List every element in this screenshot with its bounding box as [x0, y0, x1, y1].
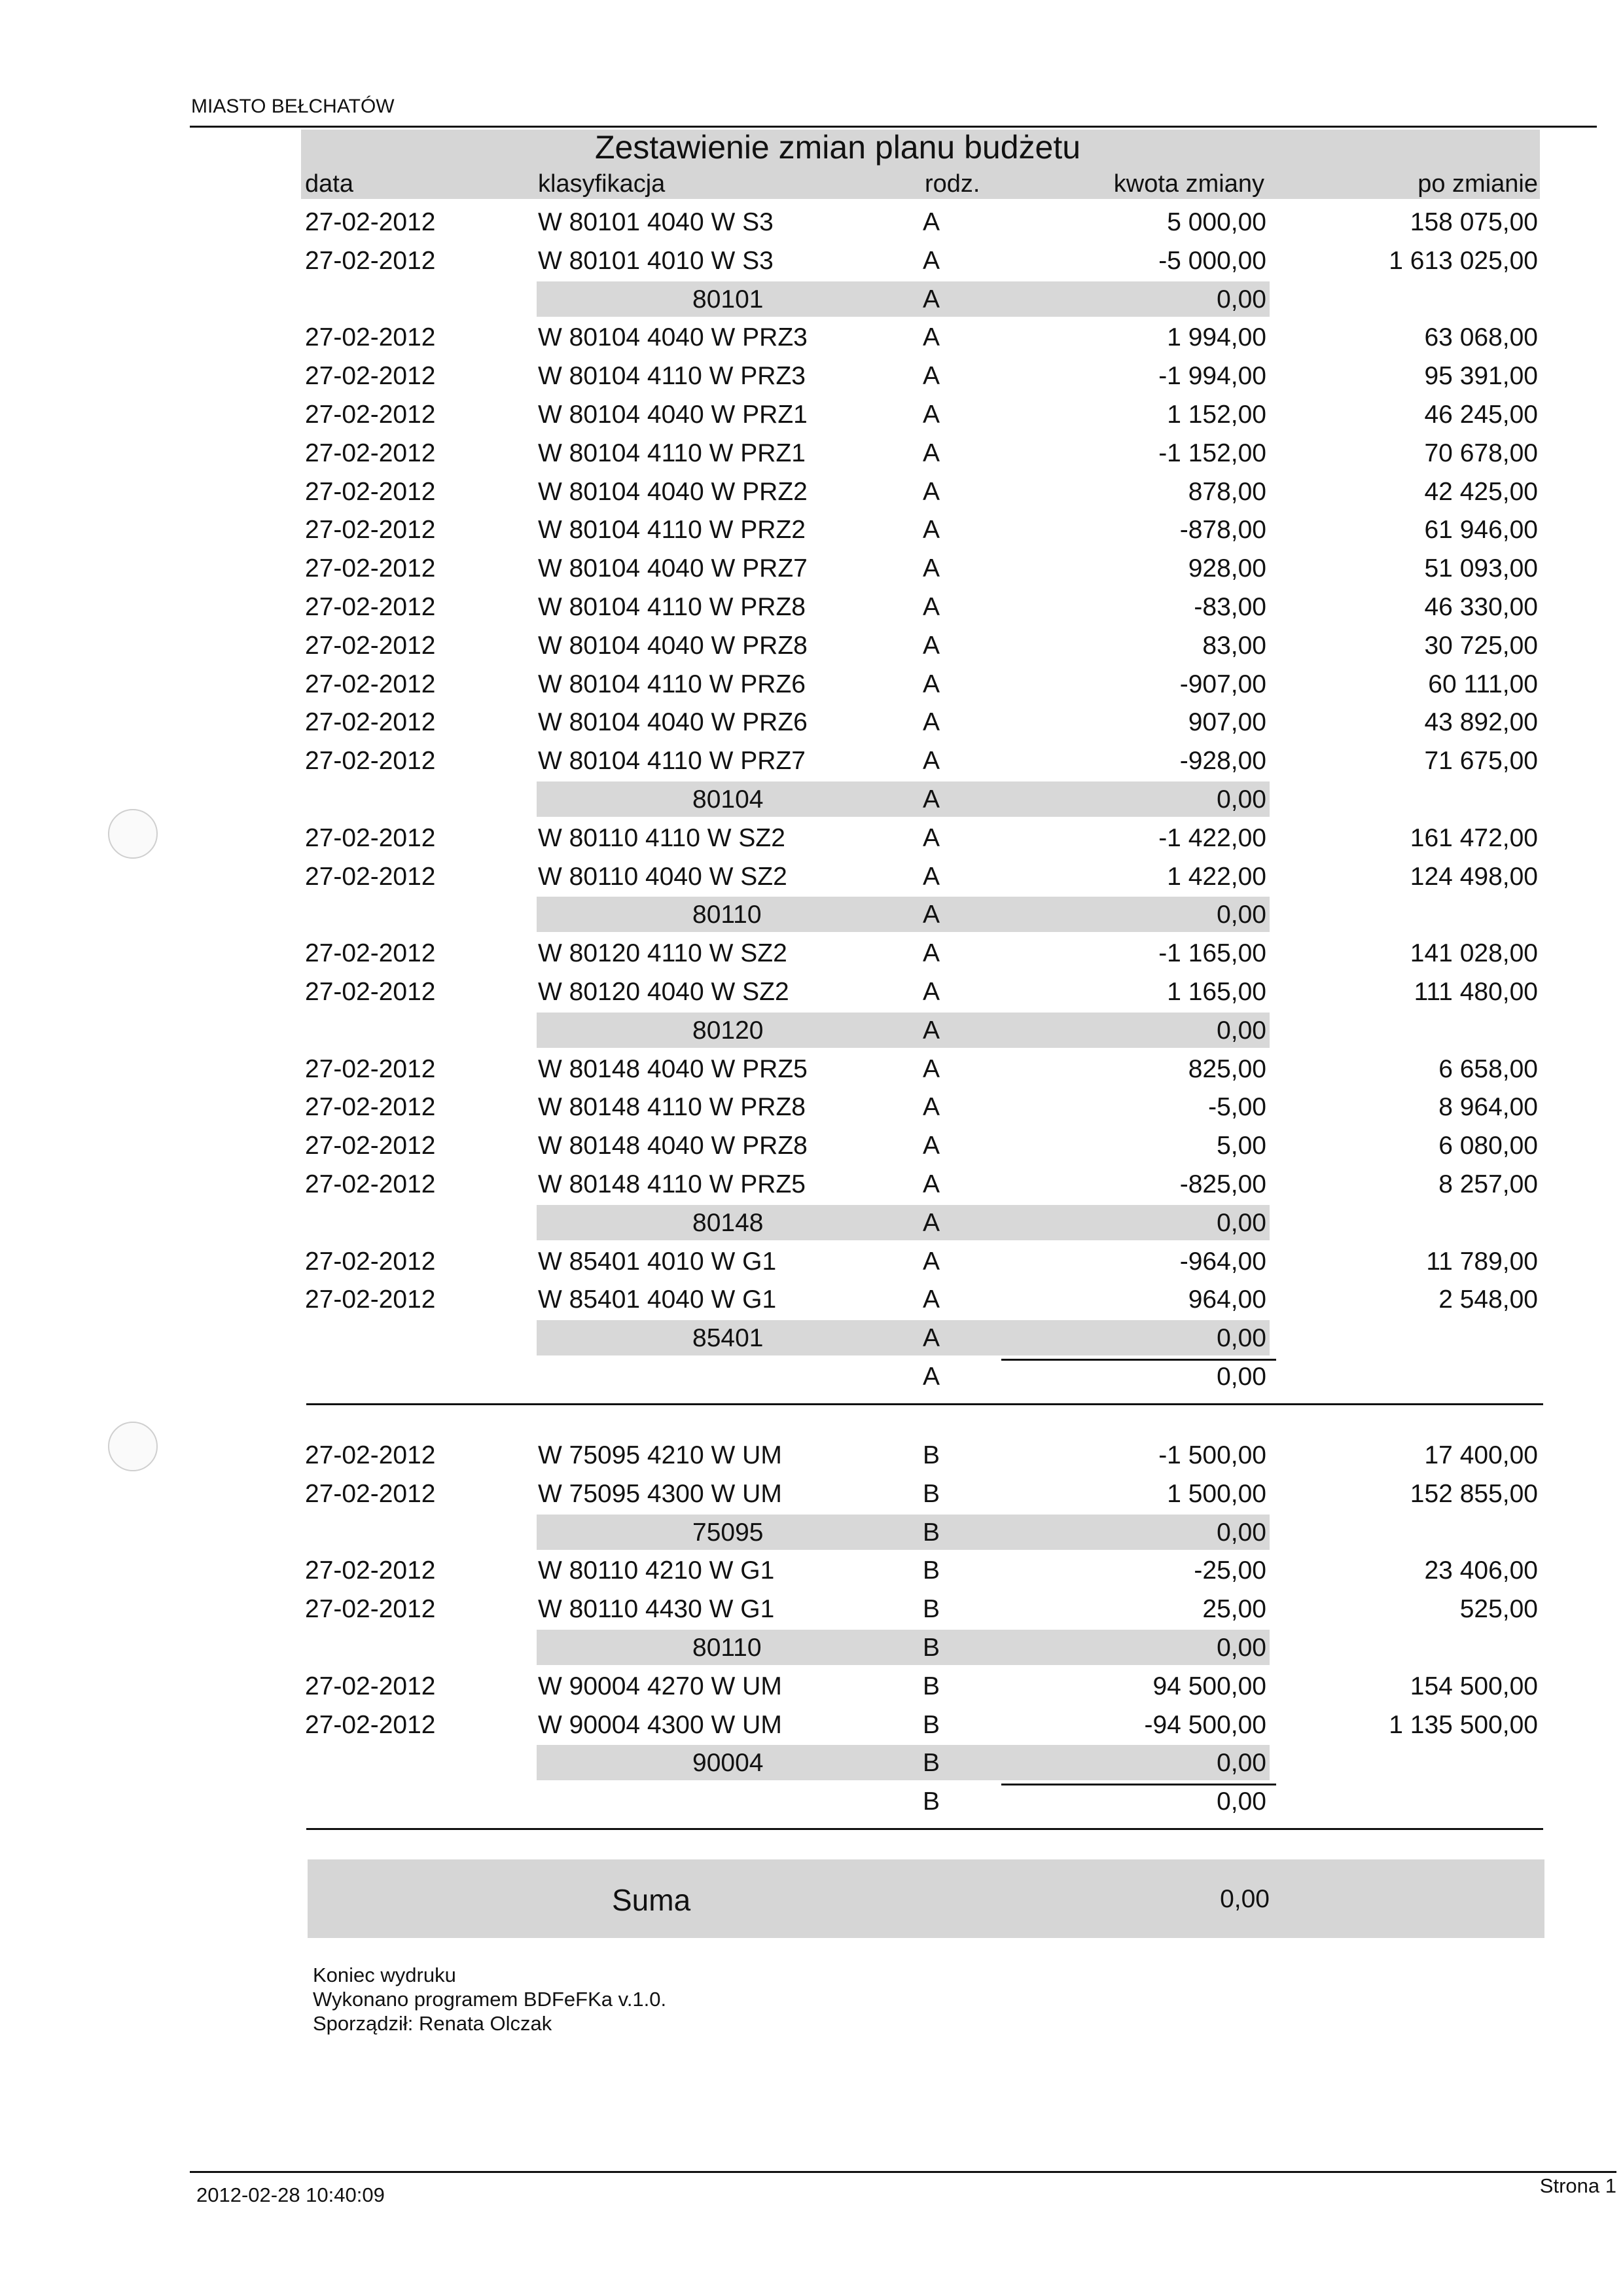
subtotal-amount: 0,00: [1217, 1634, 1266, 1662]
section-b-total-type: B: [923, 1787, 940, 1816]
report-title: Zestawienie zmian planu budżetu: [594, 129, 1081, 166]
row-change-amount: 1 500,00: [1167, 1480, 1266, 1508]
row-classification: W 80104 4040 W PRZ2: [538, 478, 808, 506]
row-date: 27-02-2012: [305, 323, 436, 351]
row-classification: W 80104 4040 W PRZ8: [538, 632, 808, 660]
row-change-amount: -1 422,00: [1158, 824, 1266, 852]
row-date: 27-02-2012: [305, 1480, 436, 1508]
subtotal-type: B: [923, 1749, 940, 1777]
summary-band: [308, 1859, 1544, 1938]
row-date: 27-02-2012: [305, 401, 436, 429]
row-after-amount: 30 725,00: [1424, 632, 1538, 660]
subtotal-type: A: [923, 1209, 940, 1237]
punch-hole-icon: [108, 1422, 158, 1471]
row-date: 27-02-2012: [305, 208, 436, 236]
row-date: 27-02-2012: [305, 978, 436, 1006]
row-change-amount: 825,00: [1188, 1055, 1266, 1083]
print-timestamp: 2012-02-28 10:40:09: [196, 2183, 385, 2206]
row-after-amount: 525,00: [1459, 1595, 1538, 1623]
row-change-amount: -83,00: [1194, 593, 1266, 621]
row-type: B: [923, 1595, 940, 1623]
row-type: B: [923, 1441, 940, 1469]
footer-end-note: Koniec wydruku: [313, 1964, 456, 1986]
row-classification: W 80110 4040 W SZ2: [538, 863, 787, 891]
row-after-amount: 141 028,00: [1410, 939, 1538, 967]
row-change-amount: 907,00: [1188, 708, 1266, 736]
row-after-amount: 17 400,00: [1424, 1441, 1538, 1469]
row-change-amount: -928,00: [1179, 747, 1266, 775]
row-classification: W 80101 4040 W S3: [538, 208, 774, 236]
row-change-amount: 1 422,00: [1167, 863, 1266, 891]
row-after-amount: 158 075,00: [1410, 208, 1538, 236]
section-b-separator-rule: [306, 1828, 1543, 1830]
summary-value: 0,00: [1220, 1885, 1270, 1913]
row-after-amount: 46 330,00: [1424, 593, 1538, 621]
row-date: 27-02-2012: [305, 554, 436, 583]
row-after-amount: 60 111,00: [1428, 670, 1538, 698]
row-change-amount: -1 994,00: [1158, 362, 1266, 390]
row-after-amount: 1 613 025,00: [1389, 247, 1538, 275]
row-date: 27-02-2012: [305, 247, 436, 275]
row-type: B: [923, 1480, 940, 1508]
row-change-amount: -1 165,00: [1158, 939, 1266, 967]
footer-rule: [190, 2171, 1616, 2173]
row-classification: W 75095 4210 W UM: [538, 1441, 782, 1469]
row-date: 27-02-2012: [305, 1672, 436, 1700]
row-change-amount: 1 165,00: [1167, 978, 1266, 1006]
header-rule: [190, 126, 1597, 128]
subtotal-type: A: [923, 901, 940, 929]
row-type: A: [923, 863, 940, 891]
column-header-change: kwota zmiany: [1113, 170, 1264, 198]
subtotal-amount: 0,00: [1217, 1324, 1266, 1352]
subtotal-type: A: [923, 285, 940, 314]
subtotal-amount: 0,00: [1217, 785, 1266, 814]
row-classification: W 80104 4040 W PRZ1: [538, 401, 808, 429]
row-after-amount: 111 480,00: [1414, 978, 1538, 1006]
row-type: A: [923, 939, 940, 967]
row-change-amount: 94 500,00: [1152, 1672, 1266, 1700]
row-date: 27-02-2012: [305, 1441, 436, 1469]
section-a-total-type: A: [923, 1363, 940, 1391]
row-date: 27-02-2012: [305, 939, 436, 967]
section-b-total-underline: [1001, 1784, 1276, 1785]
row-classification: W 80148 4110 W PRZ8: [538, 1093, 806, 1121]
row-type: A: [923, 439, 940, 467]
row-date: 27-02-2012: [305, 1247, 436, 1276]
footer-author: Sporządził: Renata Olczak: [313, 2012, 552, 2035]
row-after-amount: 2 548,00: [1438, 1285, 1538, 1314]
section-a-separator-rule: [306, 1403, 1543, 1405]
row-classification: W 80148 4040 W PRZ8: [538, 1132, 808, 1160]
row-type: A: [923, 593, 940, 621]
row-type: A: [923, 670, 940, 698]
row-type: B: [923, 1556, 940, 1585]
row-classification: W 80104 4110 W PRZ2: [538, 516, 806, 544]
subtotal-code: 80101: [692, 285, 764, 314]
row-classification: W 80120 4110 W SZ2: [538, 939, 787, 967]
row-change-amount: -1 500,00: [1158, 1441, 1266, 1469]
row-classification: W 80104 4110 W PRZ8: [538, 593, 806, 621]
row-type: A: [923, 1132, 940, 1160]
subtotal-type: B: [923, 1518, 940, 1547]
row-date: 27-02-2012: [305, 1556, 436, 1585]
punch-hole-icon: [108, 809, 158, 859]
row-change-amount: -5 000,00: [1158, 247, 1266, 275]
row-change-amount: -25,00: [1194, 1556, 1266, 1585]
section-a-total-amount: 0,00: [1217, 1363, 1266, 1391]
subtotal-amount: 0,00: [1217, 285, 1266, 314]
row-after-amount: 63 068,00: [1424, 323, 1538, 351]
row-date: 27-02-2012: [305, 478, 436, 506]
row-classification: W 80110 4430 W G1: [538, 1595, 775, 1623]
row-type: A: [923, 708, 940, 736]
page-number: Strona 1: [1539, 2174, 1616, 2197]
row-classification: W 80104 4110 W PRZ1: [538, 439, 806, 467]
row-change-amount: -5,00: [1208, 1093, 1266, 1121]
row-change-amount: -1 152,00: [1158, 439, 1266, 467]
row-classification: W 85401 4010 W G1: [538, 1247, 777, 1276]
row-type: A: [923, 1055, 940, 1083]
row-change-amount: 964,00: [1188, 1285, 1266, 1314]
column-header-classification: klasyfikacja: [538, 170, 666, 198]
subtotal-code: 80148: [692, 1209, 764, 1237]
row-change-amount: 1 994,00: [1167, 323, 1266, 351]
row-after-amount: 46 245,00: [1424, 401, 1538, 429]
subtotal-type: A: [923, 1016, 940, 1045]
row-classification: W 80148 4110 W PRZ5: [538, 1170, 806, 1198]
row-type: A: [923, 1170, 940, 1198]
row-change-amount: 5,00: [1217, 1132, 1266, 1160]
row-change-amount: -825,00: [1179, 1170, 1266, 1198]
subtotal-amount: 0,00: [1217, 1016, 1266, 1045]
row-after-amount: 70 678,00: [1424, 439, 1538, 467]
row-type: A: [923, 1093, 940, 1121]
subtotal-code: 85401: [692, 1324, 764, 1352]
row-type: B: [923, 1672, 940, 1700]
row-type: A: [923, 1247, 940, 1276]
row-date: 27-02-2012: [305, 863, 436, 891]
row-after-amount: 124 498,00: [1410, 863, 1538, 891]
row-date: 27-02-2012: [305, 1595, 436, 1623]
row-after-amount: 154 500,00: [1410, 1672, 1538, 1700]
row-after-amount: 95 391,00: [1424, 362, 1538, 390]
row-date: 27-02-2012: [305, 670, 436, 698]
row-date: 27-02-2012: [305, 362, 436, 390]
row-date: 27-02-2012: [305, 1711, 436, 1739]
row-classification: W 80104 4110 W PRZ3: [538, 362, 806, 390]
column-header-date: data: [305, 170, 353, 198]
row-type: A: [923, 1285, 940, 1314]
row-date: 27-02-2012: [305, 747, 436, 775]
row-classification: W 80104 4110 W PRZ6: [538, 670, 806, 698]
row-after-amount: 43 892,00: [1424, 708, 1538, 736]
row-after-amount: 8 257,00: [1438, 1170, 1538, 1198]
row-date: 27-02-2012: [305, 516, 436, 544]
subtotal-amount: 0,00: [1217, 1209, 1266, 1237]
row-change-amount: 928,00: [1188, 554, 1266, 583]
row-after-amount: 161 472,00: [1410, 824, 1538, 852]
section-a-total-underline: [1001, 1359, 1276, 1361]
column-header-type: rodz.: [925, 170, 980, 198]
row-date: 27-02-2012: [305, 1170, 436, 1198]
row-after-amount: 6 658,00: [1438, 1055, 1538, 1083]
row-change-amount: 83,00: [1202, 632, 1266, 660]
subtotal-type: A: [923, 785, 940, 814]
row-type: A: [923, 362, 940, 390]
row-after-amount: 51 093,00: [1424, 554, 1538, 583]
row-type: A: [923, 478, 940, 506]
row-classification: W 80120 4040 W SZ2: [538, 978, 789, 1006]
subtotal-code: 90004: [692, 1749, 764, 1777]
row-classification: W 90004 4270 W UM: [538, 1672, 782, 1700]
row-classification: W 85401 4040 W G1: [538, 1285, 777, 1314]
row-classification: W 90004 4300 W UM: [538, 1711, 782, 1739]
row-change-amount: -907,00: [1179, 670, 1266, 698]
subtotal-amount: 0,00: [1217, 901, 1266, 929]
row-type: A: [923, 554, 940, 583]
row-classification: W 80104 4110 W PRZ7: [538, 747, 806, 775]
row-date: 27-02-2012: [305, 632, 436, 660]
row-after-amount: 42 425,00: [1424, 478, 1538, 506]
row-after-amount: 1 135 500,00: [1389, 1711, 1538, 1739]
row-classification: W 80104 4040 W PRZ3: [538, 323, 808, 351]
subtotal-code: 75095: [692, 1518, 764, 1547]
subtotal-code: 80120: [692, 1016, 764, 1045]
subtotal-code: 80110: [692, 1634, 762, 1662]
row-type: A: [923, 247, 940, 275]
row-type: A: [923, 208, 940, 236]
row-classification: W 80148 4040 W PRZ5: [538, 1055, 808, 1083]
row-type: A: [923, 978, 940, 1006]
organization-name: MIASTO BEŁCHATÓW: [191, 96, 395, 117]
section-b-total-amount: 0,00: [1217, 1787, 1266, 1816]
row-date: 27-02-2012: [305, 708, 436, 736]
row-type: A: [923, 516, 940, 544]
row-after-amount: 61 946,00: [1424, 516, 1538, 544]
row-classification: W 80110 4110 W SZ2: [538, 824, 785, 852]
subtotal-type: A: [923, 1324, 940, 1352]
row-date: 27-02-2012: [305, 1132, 436, 1160]
subtotal-code: 80104: [692, 785, 764, 814]
subtotal-type: B: [923, 1634, 940, 1662]
row-type: A: [923, 747, 940, 775]
row-type: A: [923, 401, 940, 429]
row-classification: W 80101 4010 W S3: [538, 247, 774, 275]
row-after-amount: 6 080,00: [1438, 1132, 1538, 1160]
subtotal-code: 80110: [692, 901, 762, 929]
row-date: 27-02-2012: [305, 824, 436, 852]
footer-program-note: Wykonano programem BDFeFKa v.1.0.: [313, 1988, 667, 2011]
row-change-amount: 878,00: [1188, 478, 1266, 506]
row-type: A: [923, 824, 940, 852]
row-classification: W 80104 4040 W PRZ7: [538, 554, 808, 583]
row-date: 27-02-2012: [305, 593, 436, 621]
column-header-after: po zmianie: [1418, 170, 1538, 198]
row-after-amount: 23 406,00: [1424, 1556, 1538, 1585]
row-change-amount: -94 500,00: [1144, 1711, 1266, 1739]
row-type: A: [923, 323, 940, 351]
row-after-amount: 152 855,00: [1410, 1480, 1538, 1508]
row-change-amount: -878,00: [1179, 516, 1266, 544]
row-classification: W 75095 4300 W UM: [538, 1480, 782, 1508]
row-classification: W 80110 4210 W G1: [538, 1556, 775, 1585]
subtotal-amount: 0,00: [1217, 1518, 1266, 1547]
row-date: 27-02-2012: [305, 1093, 436, 1121]
row-change-amount: 5 000,00: [1167, 208, 1266, 236]
row-date: 27-02-2012: [305, 1055, 436, 1083]
row-change-amount: 25,00: [1202, 1595, 1266, 1623]
row-change-amount: -964,00: [1179, 1247, 1266, 1276]
row-type: B: [923, 1711, 940, 1739]
row-after-amount: 71 675,00: [1424, 747, 1538, 775]
subtotal-amount: 0,00: [1217, 1749, 1266, 1777]
row-change-amount: 1 152,00: [1167, 401, 1266, 429]
row-type: A: [923, 632, 940, 660]
row-date: 27-02-2012: [305, 439, 436, 467]
row-date: 27-02-2012: [305, 1285, 436, 1314]
row-classification: W 80104 4040 W PRZ6: [538, 708, 808, 736]
row-after-amount: 11 789,00: [1426, 1247, 1538, 1276]
row-after-amount: 8 964,00: [1438, 1093, 1538, 1121]
summary-label: Suma: [612, 1883, 691, 1917]
